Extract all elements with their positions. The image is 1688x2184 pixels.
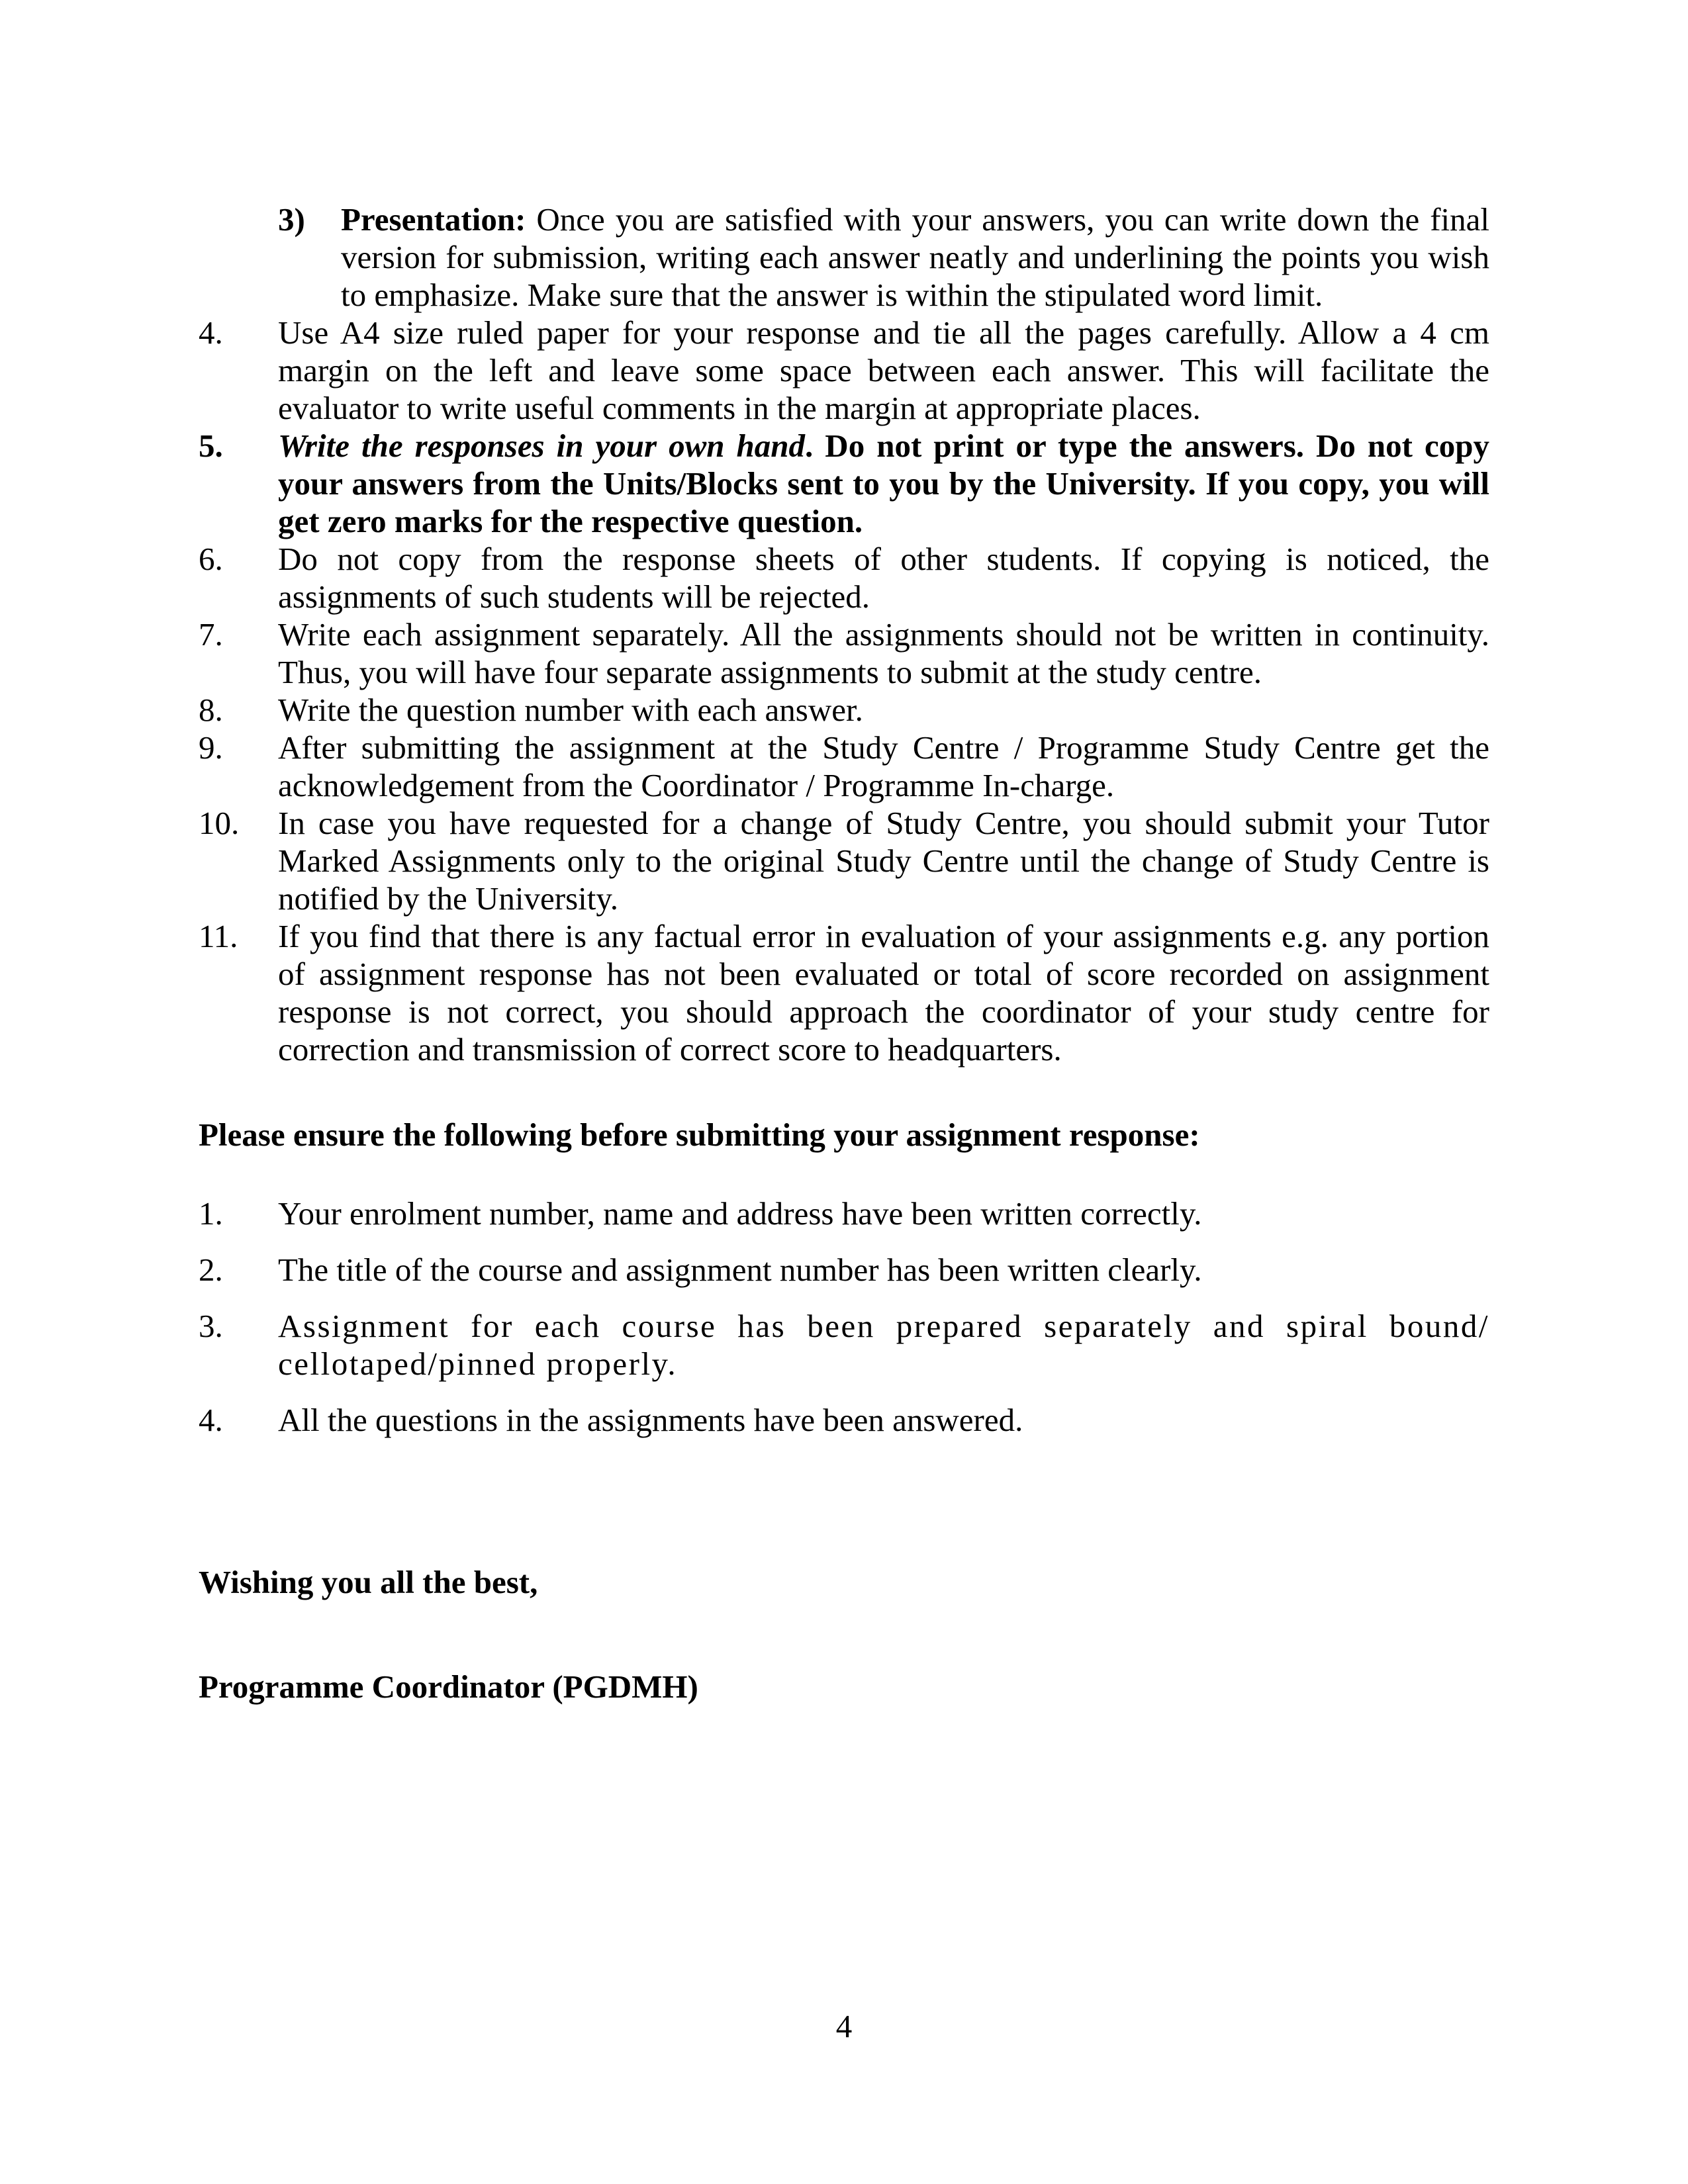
instructions-list — [199, 201, 1489, 1068]
closing-line: Wishing you all the best, — [199, 1564, 538, 1600]
checklist-item-answered — [199, 1401, 1489, 1439]
list-item-text: Do not copy from the response sheets of other students. If copying is noticed, the assignments of such students will be rejected. — [278, 541, 1489, 615]
list-item-own-hand — [199, 427, 1489, 540]
list-item-number: 6. — [199, 541, 223, 577]
list-item-question-number — [199, 691, 1489, 729]
list-item-number: 2. — [199, 1251, 223, 1288]
own-hand-italic-text: Write the responses in your own hand — [278, 428, 806, 464]
list-item-number: 10. — [199, 805, 240, 841]
list-item-text: Use A4 size ruled paper for your response and tie all the pages carefully. Allow a 4 cm margin on the left and leave some space between each answer. This will facilitate the evaluator to write useful comments in the margin at appropriate places. — [278, 314, 1489, 426]
list-item-number: 11. — [199, 918, 238, 954]
list-item-text: In case you have requested for a change of Study Centre, you should submit your Tutor Marked Assignments only to the original Study Centre until the change of Study Centre is notified by the University. — [278, 805, 1489, 917]
presentation-label: Presentation: — [341, 201, 526, 238]
list-item-separately — [199, 615, 1489, 691]
signature-line: Programme Coordinator (PGDMH) — [199, 1668, 698, 1705]
list-item-text: The title of the course and assignment number has been written clearly. — [278, 1251, 1202, 1288]
list-item-number: 4. — [199, 1402, 223, 1438]
list-item-text: Assignment for each course has been prepared separately and spiral bound/ cellotaped/pinned properly. — [278, 1308, 1489, 1382]
list-item-text: After submitting the assignment at the Study Centre / Programme Study Centre get the acknowledgement from the Coordinator / Programme In-charge. — [278, 729, 1489, 803]
list-item-number: 7. — [199, 616, 223, 653]
list-item-factual-error — [199, 917, 1489, 1068]
list-item-text: If you find that there is any factual error in evaluation of your assignments e.g. any portion of assignment response has not been evaluated or total of score recorded on assignment response is not correct, you should approach the coordinator of your study centre for correction and transmission of correct score to headquarters. — [278, 918, 1489, 1068]
list-item-number: 3. — [199, 1308, 223, 1344]
list-item-text: Write the question number with each answer. — [278, 692, 863, 728]
list-item-number: 1. — [199, 1195, 223, 1232]
list-item-number: 8. — [199, 692, 223, 728]
list-item-text: All the questions in the assignments have been answered. — [278, 1402, 1023, 1438]
list-item-no-copy — [199, 540, 1489, 615]
checklist-item-title — [199, 1251, 1489, 1289]
list-item-text — [341, 201, 1489, 314]
list-item-change-centre — [199, 804, 1489, 917]
list-item-number: 5. — [199, 428, 223, 464]
checklist-item-enrolment — [199, 1195, 1489, 1232]
list-item-acknowledgement — [199, 729, 1489, 804]
list-item-number: 4. — [199, 314, 223, 351]
page-number: 4 — [835, 2008, 853, 2044]
list-item-text: Your enrolment number, name and address have been written correctly. — [278, 1195, 1202, 1232]
list-item-number: 9. — [199, 729, 223, 766]
list-item-text-body: Once you are satisfied with your answers, you can write down the final version for submission, writing each answer neatly and underlining the points you wish to emphasize. Make sure that the answer is within the stipulated word limit. — [341, 201, 1489, 313]
list-item-presentation — [199, 201, 1489, 314]
list-item-text — [278, 427, 1489, 540]
checklist — [199, 1195, 1489, 1457]
list-item-text: Write each assignment separately. All the assignments should not be written in continuity. Thus, you will have four separate assignments to submit at the study centre. — [278, 616, 1489, 690]
checklist-heading: Please ensure the following before submitting your assignment response: — [199, 1116, 1200, 1153]
list-item-number: 3) — [278, 201, 305, 238]
own-hand-bold-text: . Do not print or type the answers. Do not copy your answers from the Units/Blocks sent to you by the University. If you copy, you will get zero marks for the respective question. — [278, 428, 1489, 539]
checklist-item-binding — [199, 1307, 1489, 1383]
list-item-paper — [199, 314, 1489, 427]
